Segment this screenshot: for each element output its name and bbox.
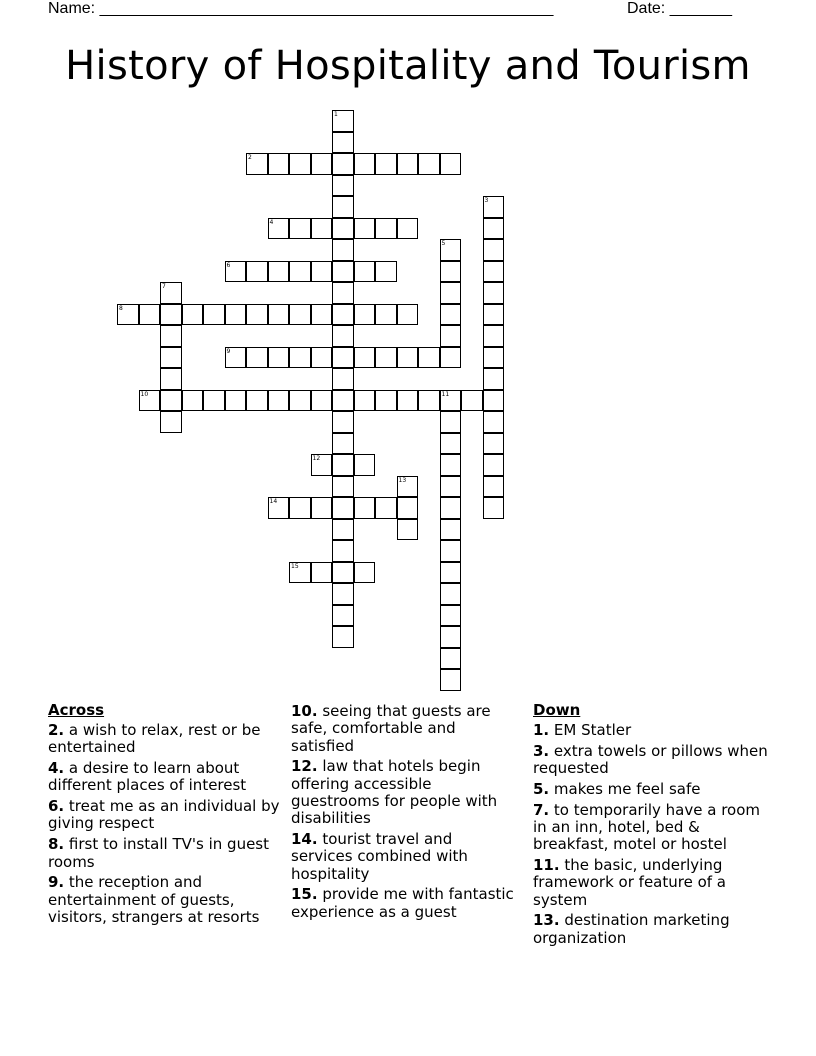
clue-number: 6: [226, 261, 231, 269]
grid-cell[interactable]: [268, 390, 290, 412]
grid-cell[interactable]: [375, 218, 397, 240]
grid-cell[interactable]: [332, 196, 354, 218]
page-title: History of Hospitality and Tourism: [65, 43, 751, 89]
grid-cell[interactable]: [289, 218, 311, 240]
grid-cell[interactable]: [354, 454, 376, 476]
grid-cell[interactable]: [418, 347, 440, 369]
grid-cell[interactable]: [354, 304, 376, 326]
across-clue: [48, 722, 282, 757]
clue-number: 15: [291, 562, 299, 570]
grid-cell[interactable]: [440, 519, 462, 541]
grid-cell[interactable]: [332, 583, 354, 605]
clue-number: 13: [398, 476, 407, 484]
grid-cell[interactable]: [332, 153, 354, 175]
grid-cell[interactable]: [354, 218, 376, 240]
grid-cell[interactable]: [375, 153, 397, 175]
grid-cell[interactable]: [440, 583, 462, 605]
grid-cell[interactable]: [483, 239, 505, 261]
grid-cell[interactable]: [160, 411, 182, 433]
clue-number: 11.: [533, 856, 560, 875]
grid-cell[interactable]: [160, 282, 182, 304]
grid-cell[interactable]: [461, 390, 483, 412]
clue-text: seeing that guests are safe, comfortable and satisfied: [291, 702, 491, 755]
grid-cell[interactable]: [332, 218, 354, 240]
grid-cell[interactable]: [289, 562, 311, 584]
grid-cell[interactable]: [483, 304, 505, 326]
grid-cell[interactable]: [225, 347, 247, 369]
grid-cell[interactable]: [354, 562, 376, 584]
grid-cell[interactable]: [268, 153, 290, 175]
grid-cell[interactable]: [397, 390, 419, 412]
grid-cell[interactable]: [354, 390, 376, 412]
grid-cell[interactable]: [268, 497, 290, 519]
grid-cell[interactable]: [289, 261, 311, 283]
across-clues-continued: [291, 703, 517, 925]
clue-number: 15.: [291, 885, 318, 904]
grid-cell[interactable]: [397, 476, 419, 498]
grid-cell[interactable]: [289, 390, 311, 412]
grid-cell[interactable]: [203, 304, 225, 326]
down-heading: Down: [533, 701, 581, 719]
across-clue: [48, 836, 282, 871]
clue-text: provide me with fantastic experience as a guest: [291, 885, 514, 921]
down-clues: [533, 701, 773, 951]
clue-number: 5.: [533, 779, 550, 798]
clue-text: law that hotels begin offering accessible guestrooms for people with disabilities: [291, 757, 498, 828]
grid-cell[interactable]: [375, 390, 397, 412]
down-clue: [533, 722, 773, 739]
clue-number: 6.: [48, 797, 65, 816]
grid-cell[interactable]: [332, 540, 354, 562]
clue-number: 8: [119, 304, 123, 312]
clue-text: tourist travel and services combined with hospitality: [291, 830, 468, 883]
across-clue: [291, 758, 517, 827]
grid-cell[interactable]: [440, 261, 462, 283]
grid-cell[interactable]: [354, 347, 376, 369]
grid-cell[interactable]: [311, 218, 333, 240]
grid-cell[interactable]: [332, 282, 354, 304]
grid-cell[interactable]: [332, 476, 354, 498]
clue-number: 12.: [291, 757, 318, 776]
across-clue: [48, 874, 282, 926]
grid-cell[interactable]: [332, 132, 354, 154]
grid-cell[interactable]: [311, 562, 333, 584]
grid-cell[interactable]: [440, 476, 462, 498]
grid-cell[interactable]: [483, 368, 505, 390]
grid-cell[interactable]: [182, 390, 204, 412]
grid-cell[interactable]: [311, 454, 333, 476]
grid-cell[interactable]: [332, 562, 354, 584]
clue-number: 8.: [48, 835, 65, 854]
grid-cell[interactable]: [289, 304, 311, 326]
grid-cell[interactable]: [311, 347, 333, 369]
grid-cell[interactable]: [332, 110, 354, 132]
across-clue: [48, 760, 282, 795]
clue-text: the reception and entertainment of guests, visitors, strangers at resorts: [48, 873, 260, 926]
across-clue: [48, 798, 282, 833]
clue-text: to temporarily have a room in an inn, hotel, bed & breakfast, motel or hostel: [533, 800, 760, 854]
grid-cell[interactable]: [160, 390, 182, 412]
grid-cell[interactable]: [332, 433, 354, 455]
grid-cell[interactable]: [440, 605, 462, 627]
grid-cell[interactable]: [289, 347, 311, 369]
grid-cell[interactable]: [332, 390, 354, 412]
grid-cell[interactable]: [332, 497, 354, 519]
grid-cell[interactable]: [225, 390, 247, 412]
grid-cell[interactable]: [440, 454, 462, 476]
grid-cell[interactable]: [483, 282, 505, 304]
clue-number: 7: [162, 283, 166, 290]
clue-text: makes me feel safe: [549, 779, 701, 798]
grid-cell[interactable]: [440, 411, 462, 433]
grid-cell[interactable]: [397, 304, 419, 326]
grid-cell[interactable]: [440, 153, 462, 175]
grid-cell[interactable]: [139, 304, 161, 326]
clue-number: 2.: [48, 721, 65, 739]
clue-number: 10: [140, 390, 149, 398]
grid-cell[interactable]: [354, 153, 376, 175]
grid-cell[interactable]: [440, 626, 462, 648]
grid-cell[interactable]: [332, 175, 354, 197]
grid-cell[interactable]: [375, 261, 397, 283]
grid-cell[interactable]: [246, 153, 268, 175]
clue-number: 5: [441, 240, 446, 247]
grid-cell[interactable]: [397, 153, 419, 175]
grid-cell[interactable]: [311, 304, 333, 326]
grid-cell[interactable]: [440, 325, 462, 347]
grid-cell[interactable]: [375, 304, 397, 326]
clue-text: a desire to learn about different places of interest: [48, 759, 247, 795]
across-heading: Across: [48, 701, 105, 719]
grid-cell[interactable]: [418, 390, 440, 412]
grid-cell[interactable]: [160, 325, 182, 347]
grid-cell[interactable]: [483, 261, 505, 283]
grid-cell[interactable]: [332, 454, 354, 476]
grid-cell[interactable]: [483, 411, 505, 433]
grid-cell[interactable]: [139, 390, 161, 412]
clue-number: 12: [312, 455, 321, 462]
grid-cell[interactable]: [246, 304, 268, 326]
grid-cell[interactable]: [332, 347, 354, 369]
across-clues: [48, 701, 282, 930]
clue-text: the basic, underlying framework or feature of a system: [533, 856, 727, 909]
grid-cell[interactable]: [440, 239, 462, 261]
grid-cell[interactable]: [289, 153, 311, 175]
clue-number: 14.: [291, 830, 318, 849]
name-field-label[interactable]: Name: ___________________________________________________: [48, 0, 554, 17]
grid-cell[interactable]: [311, 390, 333, 412]
grid-cell[interactable]: [483, 497, 505, 519]
clue-number: 11: [441, 390, 450, 398]
grid-cell[interactable]: [332, 304, 354, 326]
grid-cell[interactable]: [397, 519, 419, 541]
grid-cell[interactable]: [483, 390, 505, 412]
grid-cell[interactable]: [332, 411, 354, 433]
grid-cell[interactable]: [483, 454, 505, 476]
clue-number: 4.: [48, 759, 65, 778]
clue-text: extra towels or pillows when requested: [533, 741, 768, 778]
grid-cell[interactable]: [332, 605, 354, 627]
grid-cell[interactable]: [289, 497, 311, 519]
grid-cell[interactable]: [182, 304, 204, 326]
across-clue: [291, 831, 517, 883]
down-clue: [533, 743, 773, 778]
grid-cell[interactable]: [483, 347, 505, 369]
grid-cell[interactable]: [375, 497, 397, 519]
grid-cell[interactable]: [311, 153, 333, 175]
grid-cell[interactable]: [440, 540, 462, 562]
down-clue: [533, 802, 773, 854]
clue-number: 9.: [48, 873, 65, 892]
grid-cell[interactable]: [160, 304, 182, 326]
across-clue: [291, 886, 517, 921]
grid-cell[interactable]: [440, 282, 462, 304]
clue-number: 13.: [533, 911, 560, 930]
grid-cell[interactable]: [354, 261, 376, 283]
down-clue: [533, 912, 773, 947]
clue-number: 3.: [533, 741, 550, 760]
grid-cell[interactable]: [440, 669, 462, 691]
clue-number: 1.: [533, 721, 550, 739]
grid-cell[interactable]: [440, 347, 462, 369]
clue-number: 4: [269, 218, 274, 226]
grid-cell[interactable]: [440, 304, 462, 326]
grid-cell[interactable]: [332, 368, 354, 390]
grid-cell[interactable]: [160, 347, 182, 369]
clue-number: 7.: [533, 800, 550, 819]
grid-cell[interactable]: [397, 347, 419, 369]
grid-cell[interactable]: [418, 153, 440, 175]
down-clue: [533, 781, 773, 798]
grid-cell[interactable]: [117, 304, 139, 326]
grid-cell[interactable]: [483, 325, 505, 347]
grid-cell[interactable]: [332, 626, 354, 648]
grid-cell[interactable]: [225, 261, 247, 283]
clue-text: EM Statler: [549, 721, 632, 739]
grid-cell[interactable]: [332, 239, 354, 261]
grid-cell[interactable]: [440, 433, 462, 455]
clue-number: 10.: [291, 702, 318, 720]
grid-cell[interactable]: [160, 368, 182, 390]
grid-cell[interactable]: [332, 261, 354, 283]
clue-number: 14: [269, 498, 278, 505]
down-clue: [533, 857, 773, 909]
clue-number: 3: [484, 197, 489, 204]
grid-cell[interactable]: [311, 497, 333, 519]
grid-cell[interactable]: [483, 218, 505, 240]
across-clue: [291, 703, 517, 755]
clue-text: treat me as an individual by giving respect: [48, 797, 280, 833]
date-field-label[interactable]: Date: _______: [627, 0, 732, 17]
clue-number: 2: [248, 154, 252, 161]
grid-cell[interactable]: [375, 347, 397, 369]
grid-cell[interactable]: [440, 562, 462, 584]
grid-cell[interactable]: [332, 519, 354, 541]
grid-cell[interactable]: [440, 648, 462, 670]
grid-cell[interactable]: [311, 261, 333, 283]
clue-text: first to install TV's in guest rooms: [48, 835, 270, 871]
grid-cell[interactable]: [397, 497, 419, 519]
clue-text: destination marketing organization: [533, 911, 730, 947]
grid-cell[interactable]: [483, 196, 505, 218]
clue-number: 9: [226, 347, 231, 355]
grid-cell[interactable]: [268, 304, 290, 326]
grid-cell[interactable]: [246, 261, 268, 283]
grid-cell[interactable]: [397, 218, 419, 240]
grid-cell[interactable]: [440, 497, 462, 519]
clue-number: 1: [334, 111, 338, 118]
grid-cell[interactable]: [225, 304, 247, 326]
grid-cell[interactable]: [483, 476, 505, 498]
grid-cell[interactable]: [483, 433, 505, 455]
clue-text: a wish to relax, rest or be entertained: [48, 721, 261, 757]
grid-cell[interactable]: [354, 497, 376, 519]
grid-cell[interactable]: [246, 347, 268, 369]
grid-cell[interactable]: [268, 347, 290, 369]
grid-cell[interactable]: [246, 390, 268, 412]
grid-cell[interactable]: [268, 218, 290, 240]
grid-cell[interactable]: [440, 390, 462, 412]
grid-cell[interactable]: [203, 390, 225, 412]
grid-cell[interactable]: [268, 261, 290, 283]
grid-cell[interactable]: [332, 325, 354, 347]
